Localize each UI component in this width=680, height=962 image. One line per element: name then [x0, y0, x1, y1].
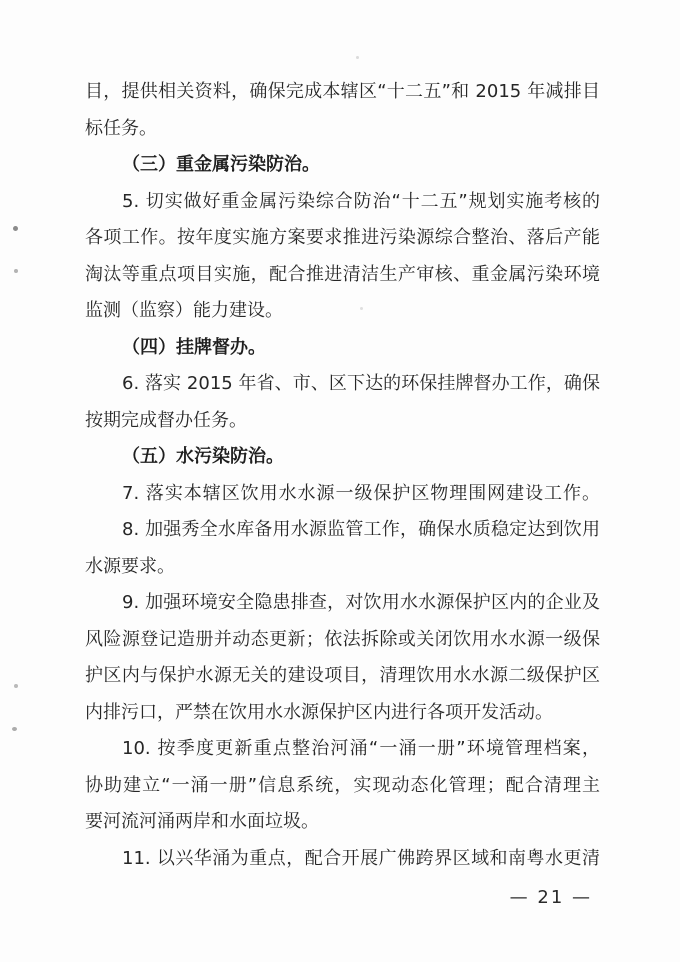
text-line: 协助建立“一涌一册”信息系统，实现动态化管理；配合清理主: [85, 774, 600, 796]
text-line: 淘汰等重点项目实施，配合推进清洁生产审核、重金属污染环境: [85, 263, 600, 285]
text-line: 7. 落实本辖区饮用水水源一级保护区物理围网建设工作。: [122, 482, 600, 504]
scan-speck: [13, 226, 18, 231]
text-line: 按期完成督办任务。: [85, 409, 247, 431]
text-line: 6. 落实 2015 年省、市、区下达的环保挂牌督办工作，确保: [122, 373, 600, 394]
text-line: 要河流河涌两岸和水面垃圾。: [85, 811, 319, 832]
text-line: 10. 按季度更新重点整治河涌“一涌一册”环境管理档案，: [122, 738, 600, 759]
text-line: 8. 加强秀全水库备用水源监管工作，确保水质稳定达到饮用: [122, 519, 600, 540]
text-line: 5. 切实做好重金属污染综合防治“十二五”规划实施考核的: [122, 190, 600, 212]
section-heading: （三）重金属污染防治。: [122, 154, 320, 175]
text-line: 监测（监察）能力建设。: [85, 300, 283, 321]
text-line: 目，提供相关资料，确保完成本辖区“十二五”和 2015 年减排目: [85, 81, 600, 102]
page-number: — 21 —: [509, 887, 592, 908]
text-line: 各项工作。按年度实施方案要求推进污染源综合整治、落后产能: [85, 227, 600, 248]
section-heading: （五）水污染防治。: [122, 446, 284, 467]
text-line: 9. 加强环境安全隐患排查，对饮用水水源保护区内的企业及: [122, 592, 600, 613]
scan-speck: [12, 727, 17, 731]
text-line: 标任务。: [85, 117, 157, 139]
text-line: 水源要求。: [85, 555, 175, 577]
scan-speck: [14, 684, 18, 688]
scan-speck: [356, 56, 359, 59]
text-line: 内排污口，严禁在饮用水水源保护区内进行各项开发活动。: [85, 701, 553, 723]
text-line: 护区内与保护水源无关的建设项目，清理饮用水水源二级保护区: [85, 665, 600, 686]
section-heading: （四）挂牌督办。: [122, 336, 266, 358]
scan-speck: [14, 269, 18, 273]
text-line: 风险源登记造册并动态更新；依法拆除或关闭饮用水水源一级保: [85, 628, 600, 650]
text-line: 11. 以兴华涌为重点，配合开展广佛跨界区域和南粤水更清: [122, 847, 600, 869]
document-body: [85, 74, 600, 877]
